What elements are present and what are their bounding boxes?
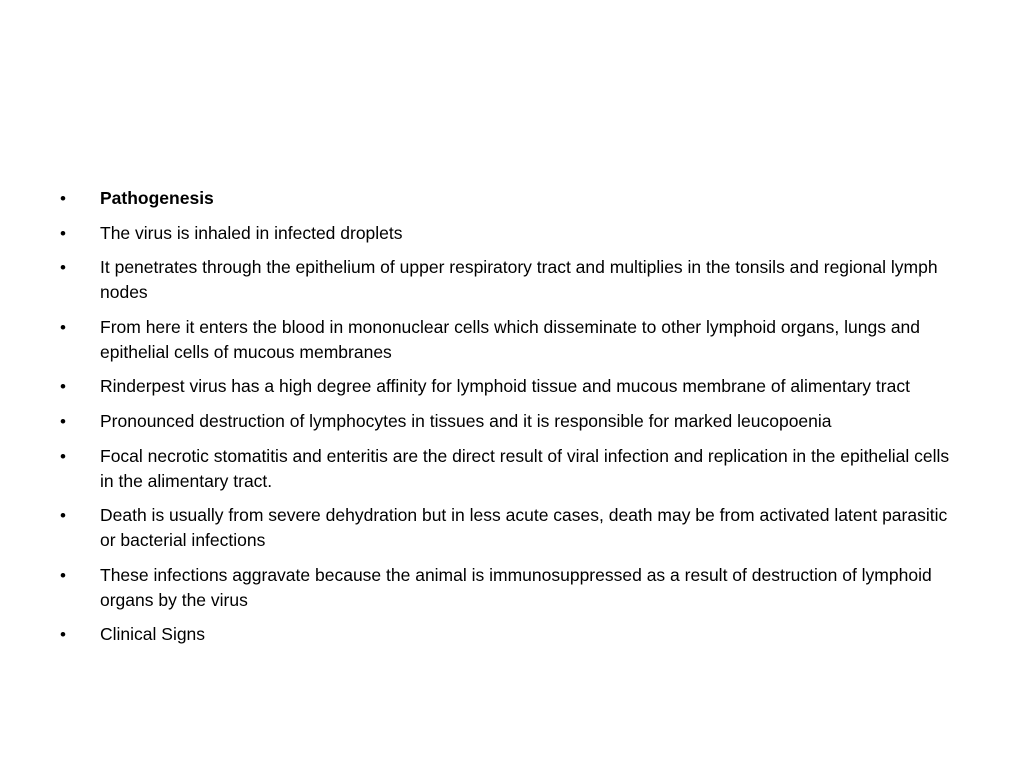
bullet-icon: •: [60, 506, 66, 526]
bullet-item-9: [60, 622, 960, 647]
section-heading-pathogenesis: Pathogenesis: [100, 188, 214, 208]
bullet-text: Pronounced destruction of lymphocytes in tissues and it is responsible for marked leucopoenia: [100, 410, 832, 431]
bullet-icon: •: [60, 411, 66, 431]
bullet-text: Focal necrotic stomatitis and enteritis are the direct result of viral infection and replication in the epithelial cells in the alimentary tract.: [100, 445, 950, 491]
bullet-text: These infections aggravate because the animal is immunosuppressed as a result of destruction of lymphoid organs by the virus: [100, 564, 932, 610]
bullet-icon: •: [60, 446, 66, 466]
bullet-item-5: [60, 409, 960, 434]
bullet-icon: •: [60, 377, 66, 397]
bullet-item-3: [60, 315, 960, 365]
bullet-icon: •: [60, 625, 66, 645]
bullet-item-1: [60, 221, 960, 246]
bullet-text: The virus is inhaled in infected droplets: [100, 222, 403, 243]
bullet-icon: •: [60, 317, 66, 337]
section-heading-clinical-signs: Clinical Signs: [100, 624, 206, 645]
bullet-item-7: [60, 503, 960, 553]
bullet-item-2: [60, 255, 960, 305]
bullet-item-8: [60, 563, 960, 613]
bullet-text: Death is usually from severe dehydration but in less acute cases, death may be from activated latent parasitic or bacterial infections: [100, 505, 948, 551]
bullet-icon: •: [60, 223, 66, 243]
bullet-list: [60, 186, 960, 657]
bullet-icon: •: [60, 565, 66, 585]
bullet-text: From here it enters the blood in mononuclear cells which disseminate to other lymphoid organs, lungs and epithelial cells of mucous membranes: [100, 316, 921, 362]
bullet-icon: •: [60, 189, 66, 208]
bullet-item-6: [60, 444, 960, 494]
bullet-icon: •: [60, 258, 66, 278]
bullet-text: It penetrates through the epithelium of upper respiratory tract and multiplies in the tonsils and regional lymph nodes: [100, 257, 938, 303]
bullet-text: Rinderpest virus has a high degree affinity for lymphoid tissue and mucous membrane of alimentary tract: [100, 376, 910, 397]
bullet-item-0: [60, 186, 960, 211]
bullet-item-4: [60, 374, 960, 399]
